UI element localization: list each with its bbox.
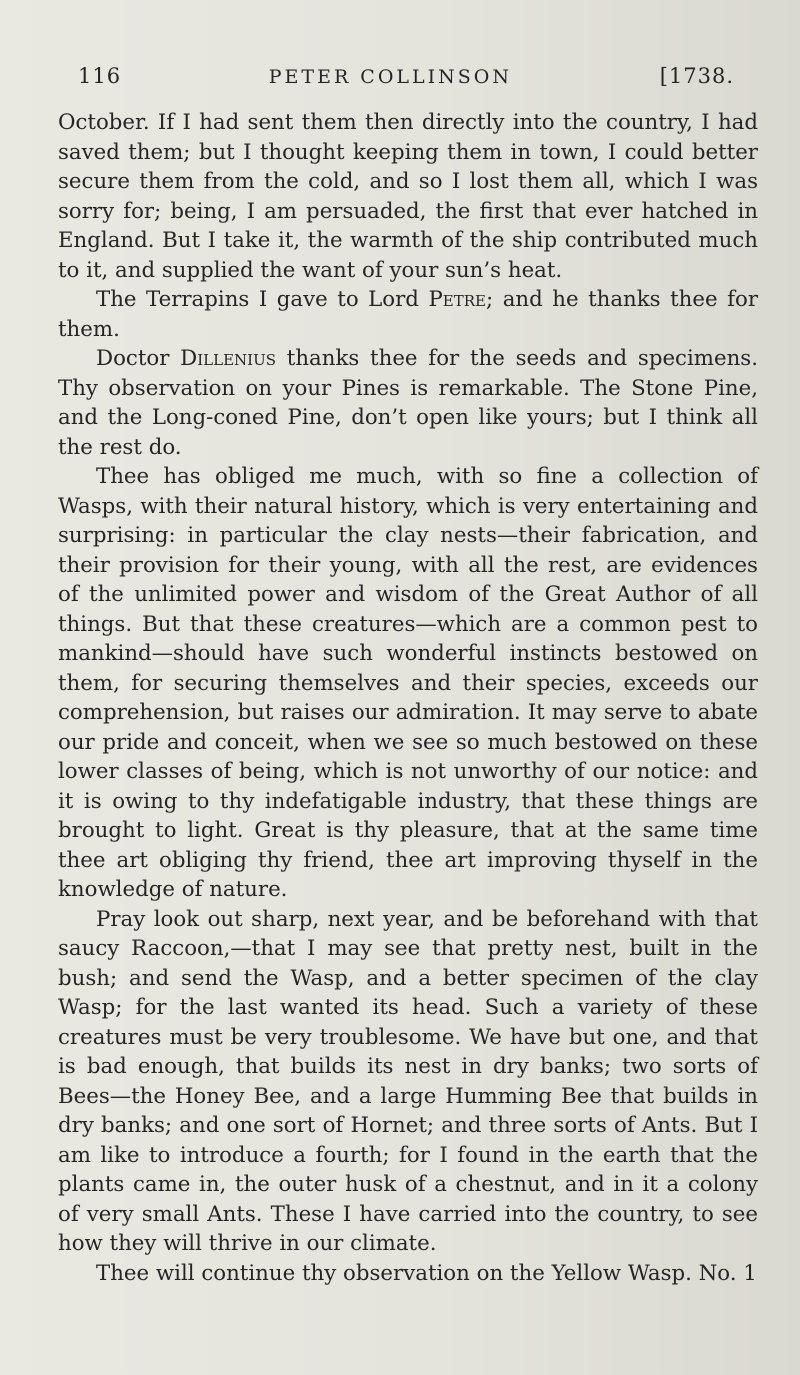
running-title: PETER COLLINSON: [268, 66, 513, 88]
header-year: [1738.: [659, 64, 734, 88]
page-number: 116: [78, 64, 122, 88]
body-text: [58, 108, 758, 1288]
name-dillenius: Dillenius: [180, 346, 276, 371]
page-header: [78, 64, 734, 88]
paragraph-2: The Terrapins I gave to Lord Petre; and he thanks thee for them.: [58, 287, 759, 342]
paragraph-1: October. If I had sent them then directly into the country, I had saved them; but I thought keeping them in town, I could better secure them from the cold, and so I lost them all, which I was sorry for; being, I am persuaded, the first that ever hatched in England. But I take it, the warmth of the ship contributed much to it, and supplied the want of your sun’s heat.: [58, 110, 758, 283]
name-petre: Petre: [428, 287, 486, 312]
paragraph-3: Doctor Dillenius thanks thee for the seeds and specimens. Thy observation on your Pines is remarkable. The Stone Pine, and the Long-coned Pine, don’t open like yours; but I think all the rest do.: [58, 346, 759, 460]
paragraph-4: Thee has obliged me much, with so fine a collection of Wasps, with their natural history, which is very entertaining and surprising: in particular the clay nests—their fabrication, and their provision for their young, with all the rest, are evidences of the unlimited power and wisdom of the Great Author of all things. But that these creatures—which are a common pest to mankind—should have such wonderful instincts bestowed on them, for securing themselves and their species, exceeds our comprehension, but raises our admiration. It may serve to abate our pride and conceit, when we see so much bestowed on these lower classes of being, which is not unworthy of our notice: and it is owing to thy indefatigable industry, that these things are brought to light. Great is thy pleasure, that at the same time thee art obliging thy friend, thee art improving thyself in the knowledge of nature.: [58, 464, 758, 902]
paragraph-6: Thee will continue thy observation on the Yellow Wasp. No. 1: [96, 1260, 757, 1286]
paragraph-5: Pray look out sharp, next year, and be beforehand with that saucy Raccoon,—that I may see that pretty nest, built in the bush; and send the Wasp, and a better specimen of the clay Wasp; for the last wanted its head. Such a variety of these creatures must be very troublesome. We have but one, and that is bad enough, that builds its nest in dry banks; two sorts of Bees—the Honey Bee, and a large Humming Bee that builds in dry banks; and one sort of Hornet; and three sorts of Ants. But I am like to introduce a fourth; for I found in the earth that the plants came in, the outer husk of a chestnut, and in it a colony of very small Ants. These I have carried into the country, to see how they will thrive in our climate.: [58, 906, 758, 1256]
